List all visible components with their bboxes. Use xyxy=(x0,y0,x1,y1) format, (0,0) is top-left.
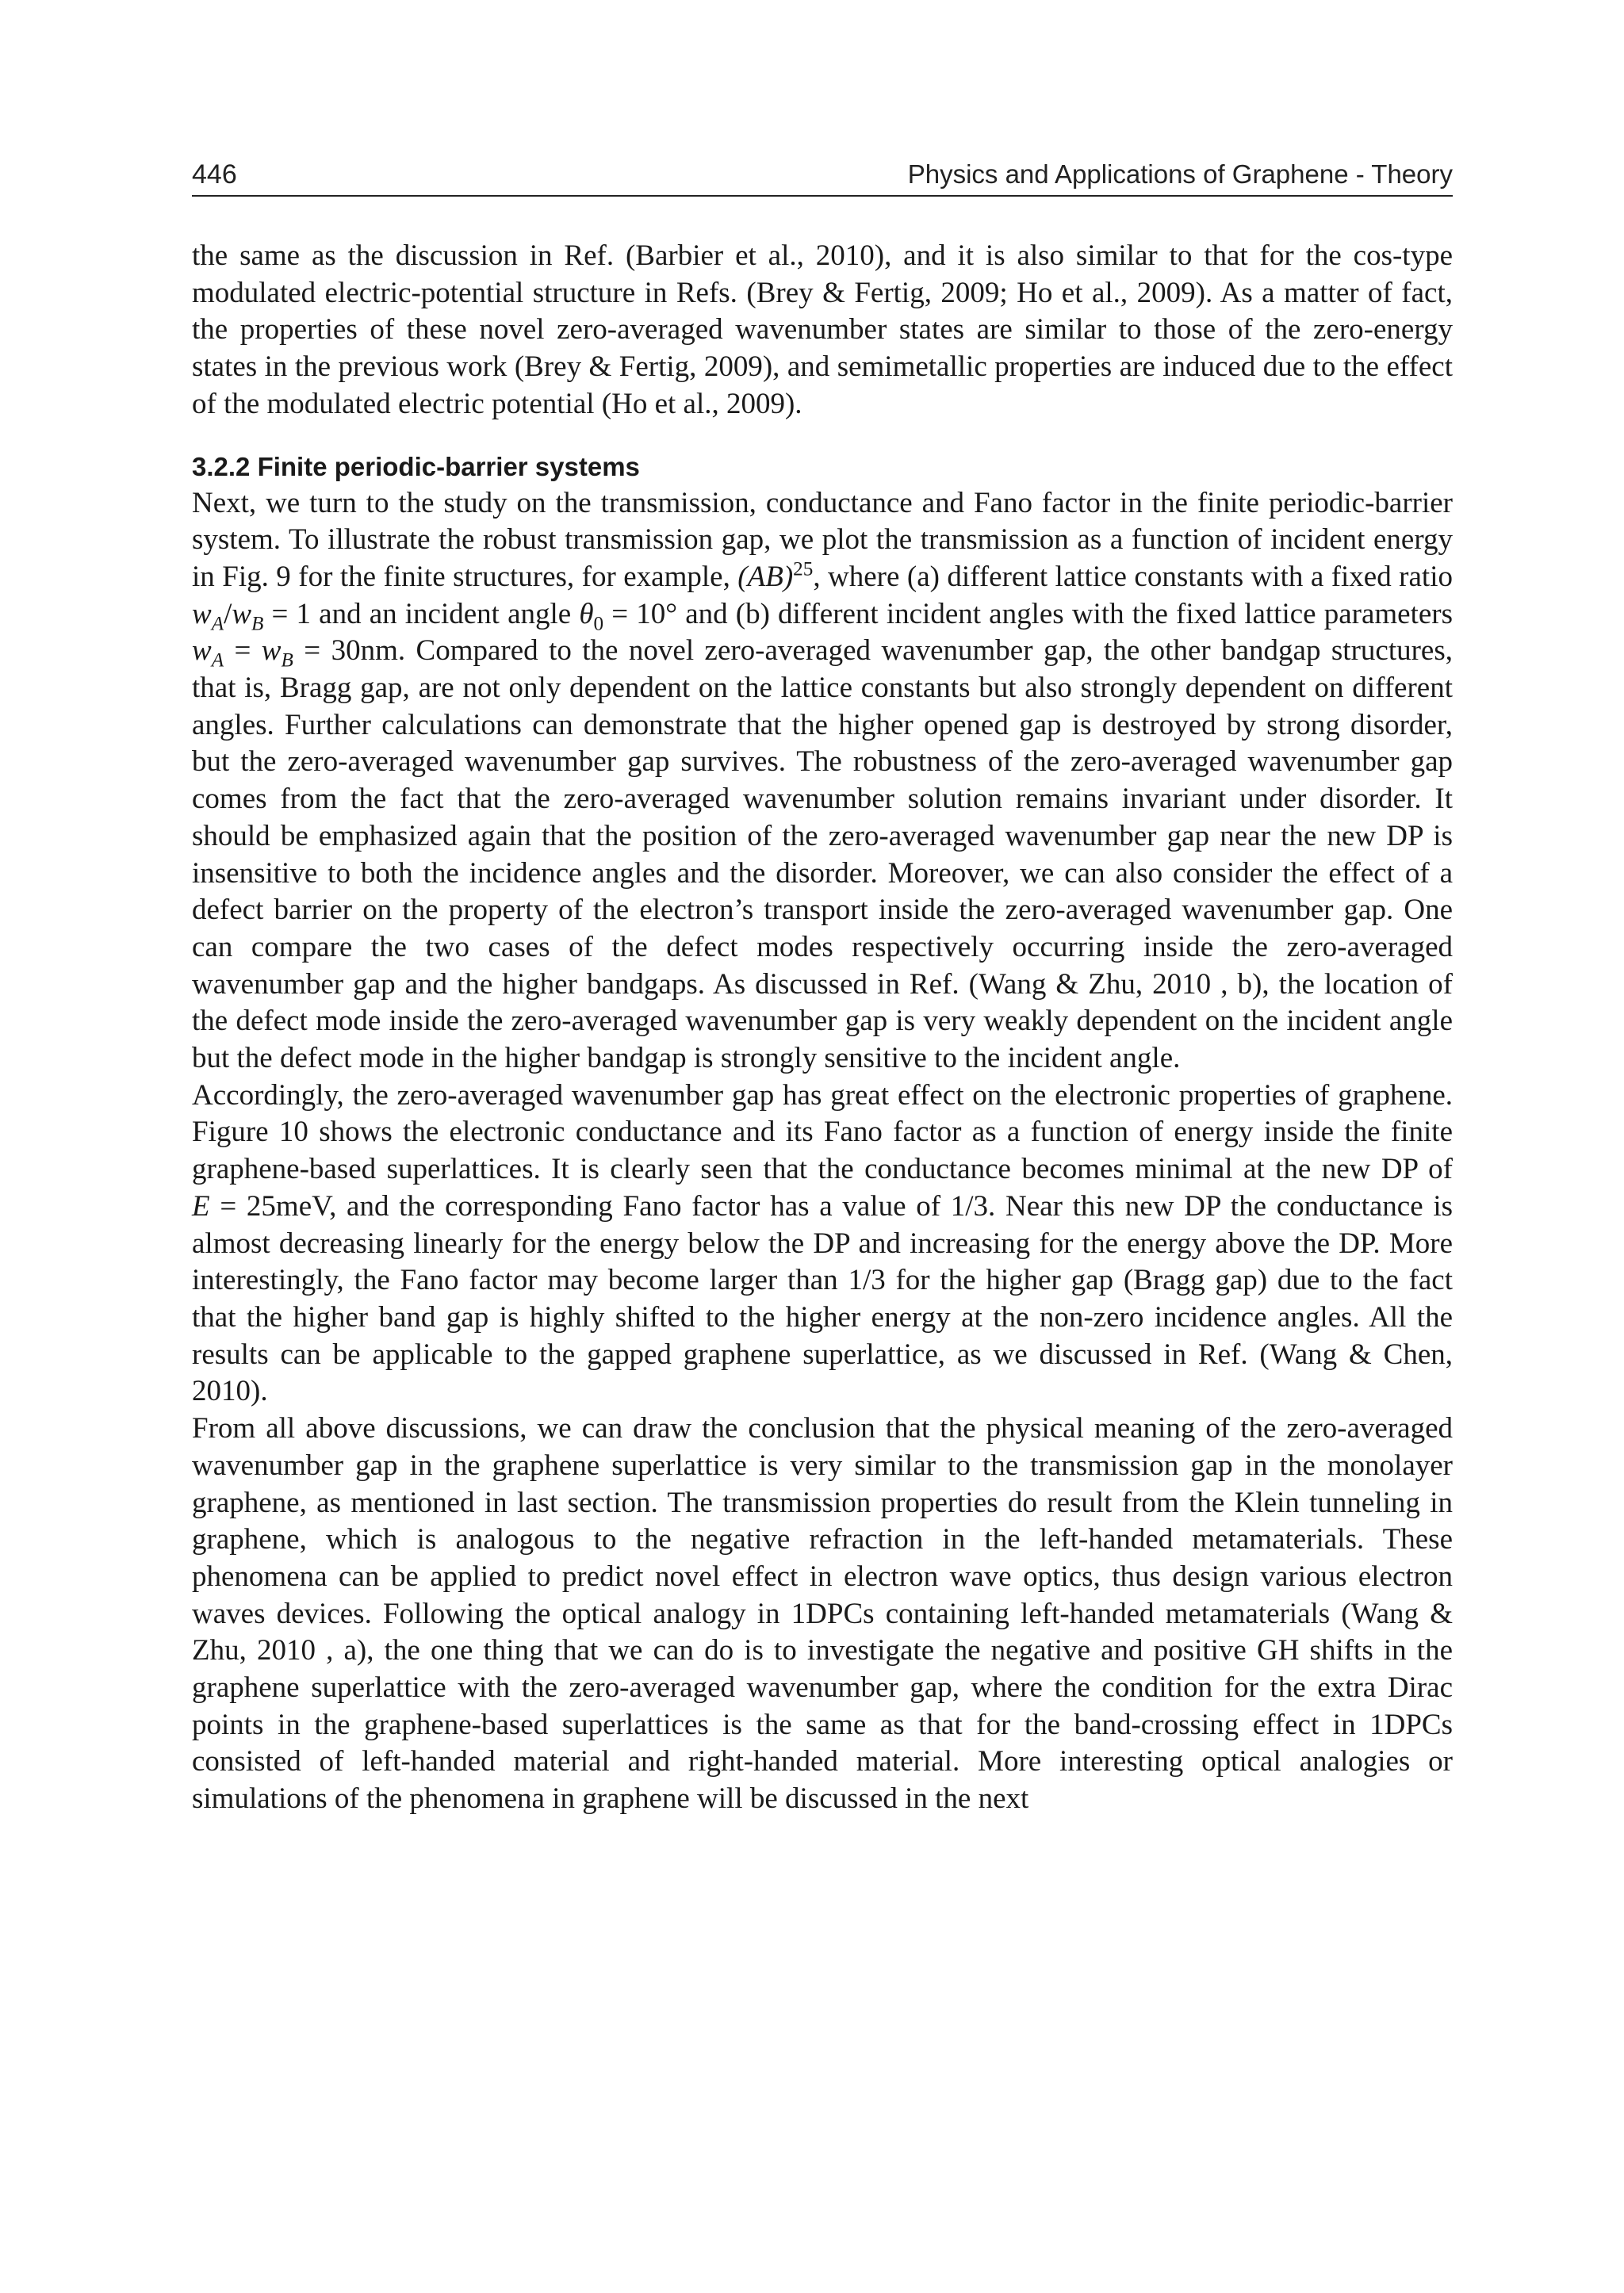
math-theta-sub: 0 xyxy=(593,613,604,635)
math-ab-base: (AB) xyxy=(737,560,794,593)
math-theta xyxy=(579,597,678,635)
paragraph-4 xyxy=(192,1411,1453,1818)
math-widths-w2: w xyxy=(261,634,282,668)
paragraph-3-text-a: Accordingly, the zero-averaged wavenumber gap has great effect on the electronic properties of graphene. Figure 10 shows the electronic conductance and its Fano factor as a function of energy inside the finite graphene-based superlattices. It is clearly seen that the conductance becomes minimal at the new DP of xyxy=(192,1078,1453,1186)
math-widths-eq1: = xyxy=(224,634,262,668)
math-ab-exponent: 25 xyxy=(793,558,814,580)
math-ratio-slash: / xyxy=(224,597,232,630)
paragraph-2-text-e: 30nm. Compared to the novel zero-averaged wavenumber gap, the other bandgap structures, that is, Bragg gap, are not only dependent on the lattice constants but also strongly dependent on different angles. Further calculations can demonstrate that the higher opened gap is destroyed by strong disorder, but the zero-averaged wavenumber gap survives. The robustness of the zero-averaged wavenumber gap comes from the fact that the zero-averaged wavenumber solution remains invariant under disorder. It should be emphasized again that the position of the zero-averaged wavenumber gap near the new DP is insensitive to both the incidence angles and the disorder. Moreover, we can also consider the effect of a defect barrier on the property of the electron’s transport inside the zero-averaged wavenumber gap. One can compare the two cases of the defect modes respectively occurring inside the zero-averaged wavenumber gap and the higher bandgaps. As discussed in Ref. (Wang & Zhu, 2010 , b), the location of the defect mode inside the zero-averaged wavenumber gap is very weakly dependent on the incident angle but the defect mode in the higher bandgap is strongly sensitive to the incident angle. xyxy=(192,634,1453,1075)
math-widths xyxy=(192,634,331,672)
paragraph-2-text-d: and (b) different incident angles with the fixed lattice parameters xyxy=(677,597,1454,630)
paragraph-3 xyxy=(192,1078,1453,1411)
math-theta-eq: = 10° xyxy=(603,597,678,630)
math-one-third-b: 1/3 xyxy=(848,1264,886,1297)
section-heading: 3.2.2 Finite periodic-barrier systems xyxy=(192,451,640,481)
paragraph-2-text-b: , where (a) different lattice constants with a fixed ratio xyxy=(813,560,1453,593)
math-widths-eq2: = xyxy=(293,634,331,668)
math-ratio-sub2: B xyxy=(251,613,264,635)
math-ratio-eq: = 1 xyxy=(263,597,312,630)
paragraph-1 xyxy=(192,238,1453,423)
paragraph-2-text-a: Next, we turn to the study on the transmission, conductance and Fano factor in the finite periodic-barrier system. To illustrate the robust transmission gap, we plot the transmission as a function of incident energy in Fig. 9 for the finite structures, for example, xyxy=(192,486,1453,593)
math-ratio-w2: w xyxy=(232,597,252,630)
paragraph-3-text-c: . Near this new DP the conductance is almost decreasing linearly for the energy below the DP and increasing for the energy above the DP. More interestingly, the Fano factor may become larger than xyxy=(192,1189,1454,1297)
math-widths-w1: w xyxy=(192,634,212,668)
paragraph-1-text: the same as the discussion in Ref. (Barbier et al., 2010), and it is also similar to that for the cos-type modulated electric-potential structure in Refs. (Brey & Fertig, 2009; Ho et al., 2009). As a matter of fact, the properties of these novel zero-averaged wavenumber states are similar to those of the zero-energy states in the previous work (Brey & Fertig, 2009), and semimetallic properties are induced due to the effect of the modulated electric potential (Ho et al., 2009). xyxy=(192,239,1453,420)
math-ratio-w1: w xyxy=(192,597,212,630)
math-theta-symbol: θ xyxy=(579,597,594,630)
page xyxy=(192,159,1453,1818)
math-ratio-sub1: A xyxy=(211,613,224,635)
paragraph-4-text: From all above discussions, we can draw the conclusion that the physical meaning of the zero-averaged wavenumber gap in the graphene superlattice is very similar to the transmission gap in the monolayer graphene, as mentioned in last section. The transmission properties do result from the Klein tunneling in graphene, which is analogous to the negative refraction in the left-handed metamaterials. These phenomena can be applied to predict novel effect in electron wave optics, thus design various electron waves devices. Following the optical analogy in 1DPCs containing left-handed metamaterials (Wang & Zhu, 2010 , a), the one thing that we can do is to investigate the negative and positive GH shifts in the graphene superlattice with the zero-averaged wavenumber gap, where the condition for the extra Dirac points in the graphene-based superlattices is the same as that for the band-crossing effect in 1DPCs consisted of left-handed material and right-handed material. More interesting optical analogies or simulations of the phenomena in graphene will be discussed in the next xyxy=(192,1412,1453,1816)
paragraph-2 xyxy=(192,485,1453,1078)
body-text xyxy=(192,238,1453,1818)
paragraph-3-text-b: 25meV, and the corresponding Fano factor has a value of xyxy=(246,1189,951,1223)
math-widths-sub2: B xyxy=(281,649,293,672)
math-ratio xyxy=(192,597,312,635)
page-number: 446 xyxy=(192,159,237,189)
math-energy-eq: = xyxy=(209,1189,247,1223)
math-ab-power xyxy=(737,558,814,593)
running-header xyxy=(192,159,1453,197)
running-title: Physics and Applications of Graphene - Theory xyxy=(907,159,1453,189)
paragraph-2-text-c: and an incident angle xyxy=(311,597,580,630)
math-energy-symbol: E xyxy=(192,1189,210,1223)
paragraph-3-text-d: for the higher gap (Bragg gap) due to the fact that the higher band gap is highly shifted to the higher energy at the non-zero incidence angles. All the results can be applicable to the gapped graphene superlattice, as we discussed in Ref. (Wang & Chen, 2010). xyxy=(192,1264,1453,1408)
math-widths-sub1: A xyxy=(211,649,224,672)
math-energy xyxy=(192,1190,247,1223)
math-one-third-a: 1/3 xyxy=(950,1189,989,1223)
